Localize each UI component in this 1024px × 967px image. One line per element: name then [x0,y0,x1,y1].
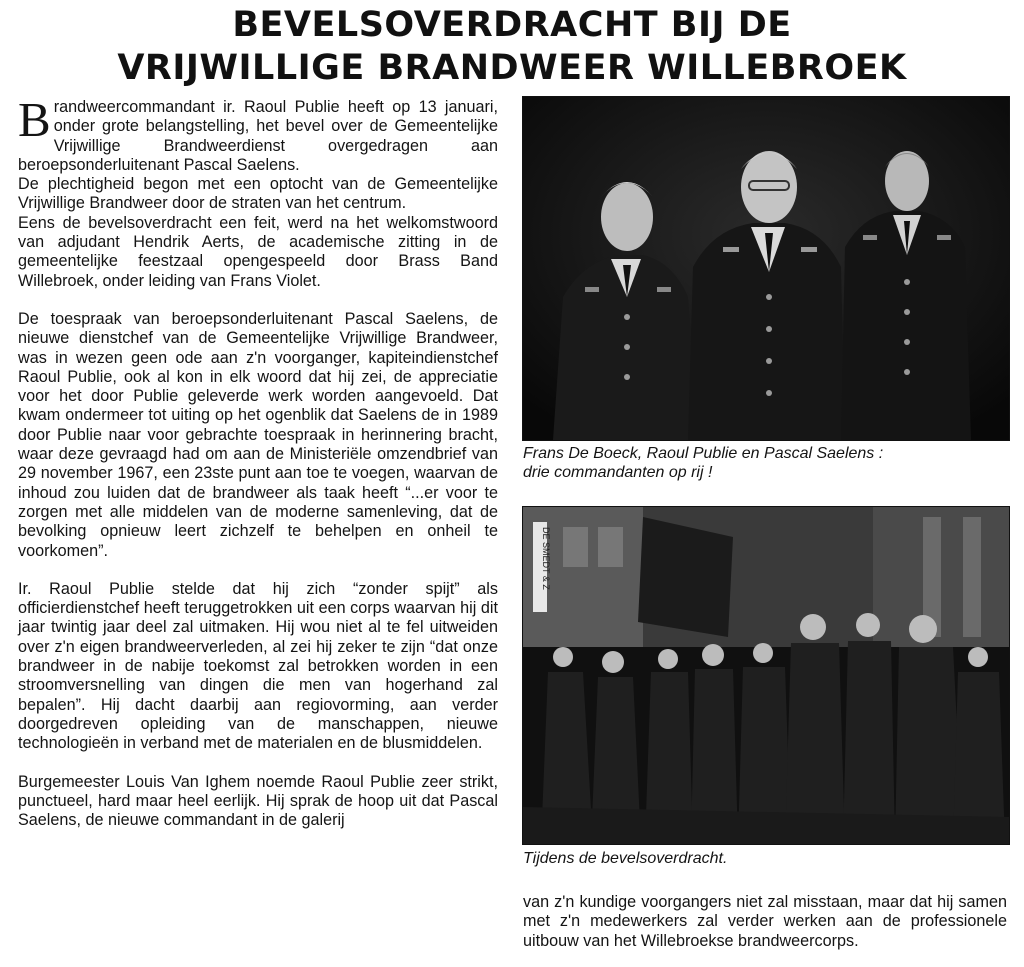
article-title [20,4,1004,90]
paragraph-mayor: Burgemeester Louis Van Ighem noemde Raoul Publie zeer strikt, punctueel, hard maar heel eerlijk. Hij sprak de hoop uit dat Pascal Saelens, de nieuwe commandant in de galerij [18,772,498,830]
photo-three-commanders-image [523,97,1009,440]
paragraph-ceremony: Eens de bevelsoverdracht een feit, werd na het welkomstwoord van adjudant Hendrik Aerts, de academische zitting in de gemeentelijke feestzaal opengespeeld door Brass Band Willebroek, onder leiding van Frans Violet. [18,213,498,290]
paragraph-speech-publie: Ir. Raoul Publie stelde dat hij zich “zonder spijt” als officierdienstchef heeft teruggetrokken uit een corps waarvan hij dit jaar twintig jaar deel zal uitmaken. Hij wou niet al te fel uitweiden over z'n eigen brandweerverleden, al zei hij zeker te zijn “dat onze brandweer in de nabije toekomst zal betrokken worden in een stroomversnelling van dingen die men van hogerhand zal bepalen”. Hij dacht daarbij aan regiovorming, aan verder doorgedreven opleiding van de manschappen, nieuwe technologieën in verband met de materialen en de blusmiddelen. [18,579,498,753]
title-line-1: BEVELSOVERDRACHT BIJ DE [232,5,792,45]
paragraph-procession: De plechtigheid begon met een optocht van de Gemeentelijke Vrijwillige Brandweer door de straten van het centrum. [18,175,498,213]
shop-sign: DE SMEDT & Z [541,527,551,590]
article-left-column [18,92,498,849]
caption-line-1: Frans De Boeck, Raoul Publie en Pascal Saelens : [523,445,884,462]
photo-three-commanders-caption [523,444,1007,482]
photo-ceremony [522,506,1010,845]
photo-three-commanders [522,96,1010,441]
article-right-column [523,893,1007,951]
paragraph-speech-saelens: De toespraak van beroepsonderluitenant Pascal Saelens, de nieuwe dienstchef van de Gemeentelijke Vrijwillige Brandweer, was in wezen geen ode aan z'n voorganger, kapiteindienstchef Raoul Publie, ook al kon in elk woord dat hij zei, de appreciatie voor het door Publie geleverde werk worden aangevoeld. Dat kwam ondermeer tot uiting op het ogenblik dat Saelens de in 1989 door Publie naar voor gebrachte toespraak in herinnering bracht, waar deze gevraagd had om aan de Ministeriële omzendbrief van 29 november 1967, een 23ste punt aan toe te voegen, waarvan de inhoud zou luiden dat de brandweer als taak heeft “...er voor te zorgen met alle middelen van de moderne samenleving, dat de bevolking opnieuw leert zichzelf te behelpen en onheil te voorkomen”. [18,309,498,560]
drop-cap: B [18,92,51,147]
photo-ceremony-image [523,507,1009,844]
title-line-2: VRIJWILLIGE BRANDWEER WILLEBROEK [117,48,907,88]
paragraph-intro: Brandweercommandant ir. Raoul Publie heeft op 13 januari, onder grote belangstelling, het bevel over de Gemeentelijke Vrijwillige Brandweerdienst overgedragen aan beroepsonderluitenant Pascal Saelens. [18,92,498,174]
paragraph-continuation: van z'n kundige voorgangers niet zal misstaan, maar dat hij samen met z'n medewerkers zal verder werken aan de professionele uitbouw van het Willebroekse brandweercorps. [523,893,1007,950]
caption-line-2: drie commandanten op rij ! [523,464,713,481]
photo-ceremony-caption: Tijdens de bevelsoverdracht. [523,850,728,867]
